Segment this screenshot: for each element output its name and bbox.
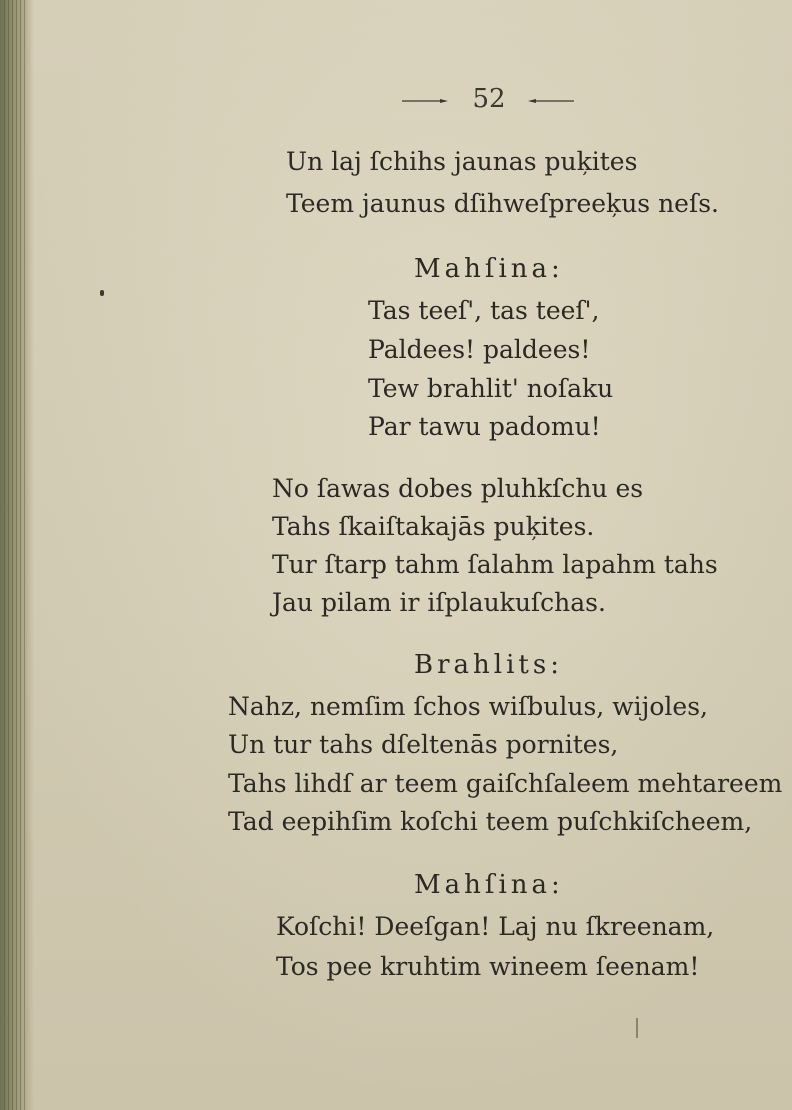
- page-number: 52: [472, 84, 506, 114]
- verse-line: Paldees! paldees!: [368, 335, 591, 364]
- verse-line: Par tawu padomu!: [368, 412, 601, 441]
- paper-mark: [636, 1018, 638, 1038]
- page-header: [0, 84, 792, 116]
- verse-line: Tas teeſ', tas teeſ',: [368, 296, 600, 325]
- verse-line: Tad eepihſim koſchi teem puſchkiſcheem,: [228, 807, 753, 836]
- verse-line: No ſawas dobes pluhkſchu es: [272, 474, 644, 503]
- ink-speck: [100, 290, 104, 296]
- verse-line: Un tur tahs dſeltenās pornites,: [228, 730, 619, 759]
- speaker-heading: Mahſina:: [414, 870, 564, 900]
- verse-line: Tur ſtarp tahm ſalahm lapahm tahs: [272, 550, 718, 579]
- verse-line: Teem jaunus dſihweſpreeķus neſs.: [286, 189, 720, 218]
- verse-line: Koſchi! Deeſgan! Laj nu ſkreenam,: [276, 912, 715, 941]
- speaker-heading: Mahſina:: [414, 254, 564, 284]
- verse-line: Un laj ſchihs jaunas puķites: [286, 147, 638, 176]
- verse-line: Tahs ſkaiſtakajās puķites.: [272, 512, 595, 541]
- speaker-heading: Brahlits:: [414, 650, 563, 680]
- verse-line: Jau pilam ir iſplaukuſchas.: [272, 588, 606, 617]
- verse-line: Tos pee kruhtim wineem ſeenam!: [276, 952, 700, 981]
- verse-line: Tahs lihdſ ar teem gaiſchſaleem mehtareem: [228, 769, 783, 798]
- spine-binding-texture: [4, 0, 26, 1110]
- left-ornament-icon: [402, 98, 452, 104]
- verse-line: Tew brahlit' noſaku: [368, 374, 614, 403]
- right-ornament-icon: [524, 98, 574, 104]
- verse-line: Nahz, nemſim ſchos wiſbulus, wijoles,: [228, 692, 708, 721]
